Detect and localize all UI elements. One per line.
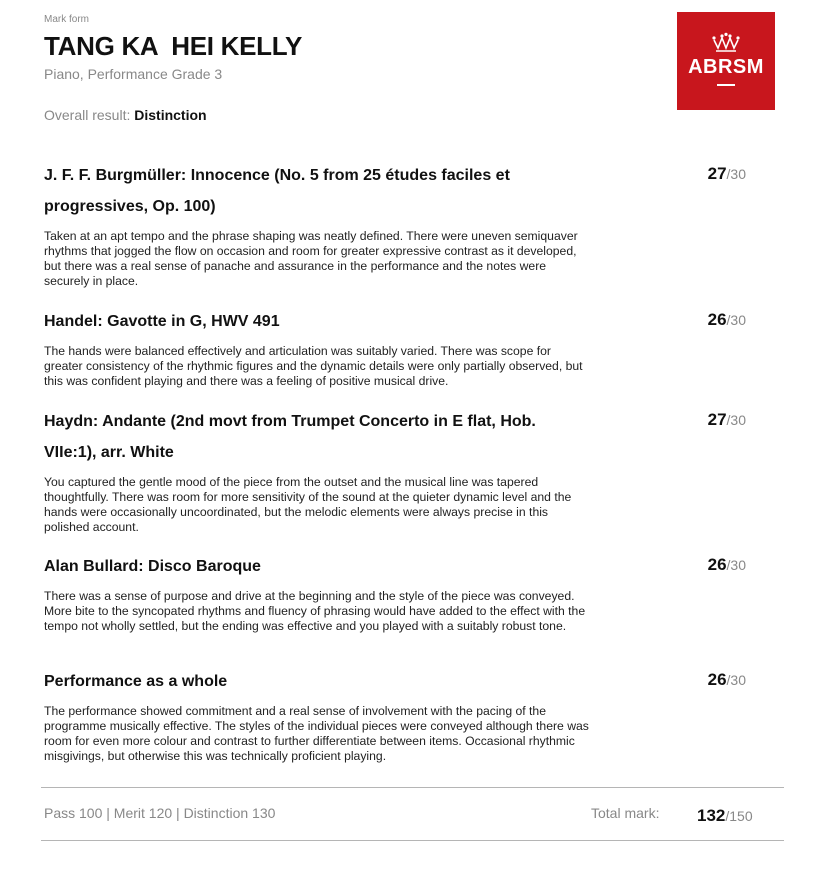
overall-result	[44, 107, 207, 123]
piece-mark	[708, 555, 746, 575]
overall-result-label: Overall result:	[44, 107, 131, 123]
total-mark-out-of: /150	[725, 808, 753, 824]
piece-mark	[708, 410, 746, 430]
piece-4	[44, 551, 784, 634]
piece-comment: There was a sense of purpose and drive at the beginning and the style of the piece was conveyed. More bite to the syncopated rhythms and fluency of phrasing would have added to the effect with the tempo not wholly settled, but the ending was effective and you played with a suitably robust tone.	[44, 589, 586, 633]
logo-text: ABRSM	[688, 56, 764, 78]
form-label: Mark form	[44, 14, 89, 25]
grade-thresholds: Pass 100 | Merit 120 | Distinction 130	[44, 805, 276, 821]
piece-title: Alan Bullard: Disco Baroque	[44, 558, 261, 575]
mark-value: 27	[707, 164, 727, 183]
piece-3	[44, 406, 784, 535]
piece-2	[44, 306, 784, 389]
mark-out-of: /30	[726, 672, 746, 688]
candidate-name: TANG KA HEI KELLY	[44, 31, 302, 61]
mark-out-of: /30	[726, 166, 746, 182]
mark-value: 26	[707, 555, 727, 574]
total-mark	[697, 806, 753, 826]
piece-comment: Taken at an apt tempo and the phrase shaping was neatly defined. There were uneven semiquaver rhythms that jogged the flow on occasion and room for greater expressive contrast as it developed, but there was a real sense of panache and assurance in the performance and the notes were securely in place.	[44, 229, 578, 288]
piece-mark	[708, 310, 746, 330]
piece-title: Performance as a whole	[44, 673, 228, 690]
piece-mark	[708, 164, 746, 184]
piece-title: Handel: Gavotte in G, HWV 491	[44, 313, 280, 330]
mark-out-of: /30	[726, 312, 746, 328]
mark-value: 26	[707, 670, 727, 689]
logo-underline	[717, 84, 735, 86]
divider-top	[41, 787, 784, 788]
piece-title: J. F. F. Burgmüller: Innocence (No. 5 from 25 études faciles et progressives, Op. 100)	[44, 167, 510, 215]
overall-result-value: Distinction	[134, 107, 207, 123]
divider-bottom	[41, 840, 784, 841]
crown-icon	[709, 32, 743, 54]
total-mark-value: 132	[697, 806, 726, 825]
piece-5	[44, 666, 784, 764]
total-mark-label: Total mark:	[591, 805, 660, 821]
piece-title: Haydn: Andante (2nd movt from Trumpet Concerto in E flat, Hob. VIIe:1), arr. White	[44, 413, 536, 461]
mark-value: 26	[707, 310, 727, 329]
piece-comment: The performance showed commitment and a real sense of involvement with the pacing of the programme musically effective. The styles of the individual pieces were conveyed although there was room for even more colour and contrast to further differentiate between items. Occasional rhythmic misgivings, but otherwise this was technically proficient playing.	[44, 704, 589, 763]
mark-value: 27	[707, 410, 727, 429]
piece-1	[44, 160, 784, 289]
mark-out-of: /30	[726, 412, 746, 428]
subject-grade: Piano, Performance Grade 3	[44, 66, 223, 82]
piece-comment: You captured the gentle mood of the piece from the outset and the musical line was tapered thoughtfully. There was room for more sensitivity of the sound at the quieter dynamic level and the hands were occasionally uncoordinated, but the melodic elements were always precise in this polished account.	[44, 475, 572, 534]
piece-mark	[708, 670, 746, 690]
mark-out-of: /30	[726, 557, 746, 573]
abrsm-logo	[677, 12, 775, 110]
piece-comment: The hands were balanced effectively and articulation was suitably varied. There was scope for greater consistency of the rhythmic figures and the dynamic details were only partially observed, but this was confident playing and there was a feeling of positive musical drive.	[44, 344, 583, 388]
